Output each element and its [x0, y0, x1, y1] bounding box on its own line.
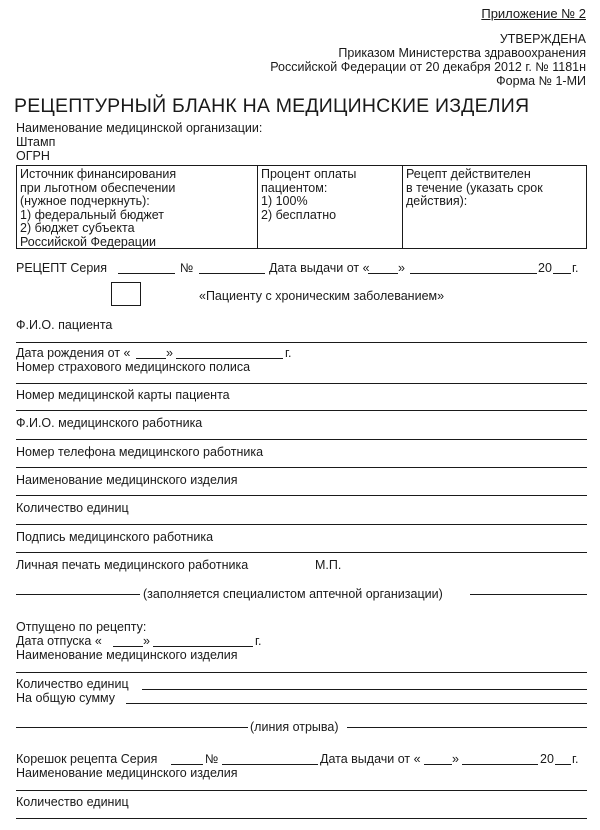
dispense-date-quote-close: »: [143, 634, 150, 648]
stub-series-field[interactable]: [171, 764, 203, 765]
stub-series-label: Корешок рецепта Серия: [16, 752, 158, 766]
financing-option-regional[interactable]: 2) бюджет субъекта: [20, 221, 135, 235]
birth-date-suffix: г.: [285, 346, 292, 360]
worker-signature-label: Подпись медицинского работника: [16, 530, 214, 544]
stub-year-suffix: г.: [572, 752, 579, 766]
birth-date-quote-close: »: [166, 346, 173, 360]
stub-device-name-label: Наименование медицинского изделия: [16, 766, 238, 780]
pharmacy-units-count-label: Количество единиц: [16, 677, 129, 691]
insurance-policy-field[interactable]: [16, 383, 587, 384]
stub-year-prefix: 20: [540, 752, 554, 766]
dispense-date-suffix: г.: [255, 634, 262, 648]
order-line-1: Приказом Министерства здравоохранения: [338, 46, 586, 60]
patient-fio-field[interactable]: [16, 342, 587, 343]
prescription-year-suffix: г.: [572, 261, 579, 275]
prescription-year-prefix: 20: [538, 261, 552, 275]
prescription-date-label: Дата выдачи от «: [269, 261, 370, 275]
worker-seal-label: Личная печать медицинского работника: [16, 558, 249, 572]
financing-source-cell: [17, 166, 257, 248]
stub-quote-close: »: [452, 752, 459, 766]
stub-year-field[interactable]: [555, 764, 571, 765]
chronic-disease-checkbox[interactable]: [111, 282, 141, 306]
payment-line: пациентом:: [261, 180, 328, 195]
stub-number-field[interactable]: [222, 764, 318, 765]
worker-phone-label: Номер телефона медицинского работника: [16, 445, 264, 459]
birth-month-year-field[interactable]: [176, 358, 283, 359]
birth-date-label: Дата рождения от «: [16, 346, 131, 360]
chronic-disease-label: «Пациенту с хроническим заболеванием»: [199, 289, 445, 303]
stub-month-field[interactable]: [462, 764, 538, 765]
pharmacy-units-count-field[interactable]: [142, 689, 587, 690]
units-count-field[interactable]: [16, 524, 587, 525]
pharmacy-divider-left: [16, 594, 140, 595]
insurance-policy-label: Номер страхового медицинского полиса: [16, 360, 251, 374]
stub-day-field[interactable]: [424, 764, 452, 765]
tear-line-right: [347, 727, 587, 728]
prescription-month-field[interactable]: [410, 273, 537, 274]
ogrn-label: ОГРН: [16, 149, 50, 163]
stub-number-label: №: [205, 752, 219, 766]
prescription-number-label: №: [180, 261, 194, 275]
stub-units-count-field[interactable]: [16, 818, 587, 819]
validity-line: Рецепт действителен: [406, 167, 531, 181]
financing-line: при льготном обеспечении: [20, 180, 176, 195]
payment-percent-cell: [257, 166, 402, 248]
financing-line: Источник финансирования: [20, 167, 177, 181]
medical-card-field[interactable]: [16, 410, 587, 411]
form-number: Форма № 1-МИ: [496, 74, 586, 88]
payment-option-100[interactable]: 1) 100%: [261, 194, 308, 208]
pharmacy-divider-right: [470, 594, 587, 595]
total-sum-label: На общую сумму: [16, 691, 116, 705]
stub-units-count-label: Количество единиц: [16, 795, 129, 809]
seal-abbrev: М.П.: [315, 558, 342, 572]
pharmacy-divider-label: (заполняется специалистом аптечной организации): [143, 587, 443, 601]
worker-fio-label: Ф.И.О. медицинского работника: [16, 416, 203, 430]
worker-fio-field[interactable]: [16, 439, 587, 440]
validity-line: действия):: [406, 194, 468, 208]
tear-line-left: [16, 727, 248, 728]
financing-option-federal[interactable]: 1) федеральный бюджет: [20, 207, 165, 222]
dispense-day-field[interactable]: [113, 646, 143, 647]
medical-card-label: Номер медицинской карты пациента: [16, 388, 230, 402]
total-sum-field[interactable]: [126, 703, 587, 704]
appendix-label: Приложение № 2: [481, 6, 586, 21]
validity-cell[interactable]: [402, 166, 586, 248]
pharmacy-device-name-label: Наименование медицинского изделия: [16, 648, 238, 662]
patient-fio-label: Ф.И.О. пациента: [16, 318, 113, 332]
financing-table: [16, 165, 587, 249]
prescription-year-field[interactable]: [553, 273, 571, 274]
approved-label: УТВЕРЖДЕНА: [499, 32, 586, 46]
dispense-date-label: Дата отпуска «: [16, 634, 102, 648]
stub-device-name-field[interactable]: [16, 790, 587, 791]
worker-phone-field[interactable]: [16, 467, 587, 468]
prescription-day-field[interactable]: [368, 273, 398, 274]
prescription-quote-close: »: [398, 261, 405, 275]
validity-line: в течение (указать срок: [406, 180, 543, 195]
prescription-series-label: РЕЦЕПТ Серия: [16, 261, 108, 275]
prescription-number-field[interactable]: [199, 273, 265, 274]
device-name-label: Наименование медицинского изделия: [16, 473, 238, 487]
dispensed-label: Отпущено по рецепту:: [16, 620, 147, 634]
organization-name-label: Наименование медицинской организации:: [16, 121, 263, 135]
payment-option-free[interactable]: 2) бесплатно: [261, 207, 337, 222]
stamp-label: Штамп: [16, 135, 56, 149]
page-title: РЕЦЕПТУРНЫЙ БЛАНК НА МЕДИЦИНСКИЕ ИЗДЕЛИЯ: [14, 95, 530, 117]
pharmacy-device-name-field[interactable]: [16, 672, 587, 673]
payment-line: Процент оплаты: [261, 167, 357, 181]
stub-date-label: Дата выдачи от «: [320, 752, 421, 766]
financing-line: (нужное подчеркнуть):: [20, 194, 150, 208]
tear-line-label: (линия отрыва): [250, 720, 339, 734]
device-name-field[interactable]: [16, 495, 587, 496]
worker-signature-field[interactable]: [16, 552, 587, 553]
financing-line: Российской Федерации: [20, 234, 156, 249]
order-line-2: Российской Федерации от 20 декабря 2012 г. № 1181н: [270, 60, 586, 74]
units-count-label: Количество единиц: [16, 501, 129, 515]
birth-day-field[interactable]: [136, 358, 166, 359]
dispense-month-year-field[interactable]: [153, 646, 253, 647]
prescription-series-field[interactable]: [118, 273, 175, 274]
